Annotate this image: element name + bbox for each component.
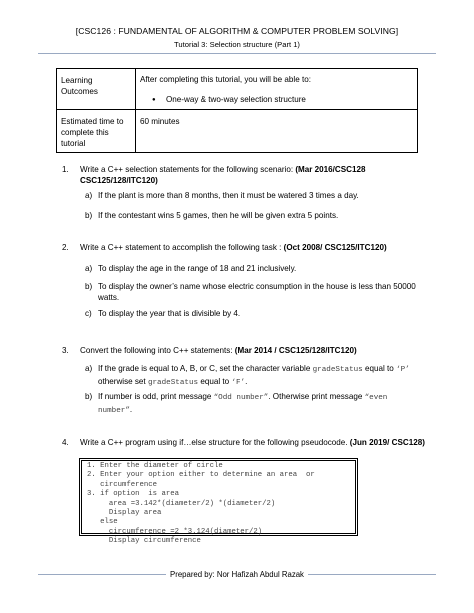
question-prompt: Write a C++ statement to accomplish the following task :: [80, 243, 284, 252]
part-text: If the contestant wins 5 games, then he will be given extra 5 points.: [98, 211, 339, 220]
part-text-segment: equal to: [362, 364, 397, 373]
question-number: 1.: [62, 165, 69, 174]
document-header-subtitle: Tutorial 3: Selection structure (Part 1): [174, 40, 300, 49]
part-label: c): [85, 309, 92, 318]
part-text: To display the year that is divisible by 4.: [98, 309, 241, 318]
part-text: [98, 363, 423, 389]
code-literal: “Odd number”: [213, 394, 269, 402]
question-reference: (Oct 2008/ CSC125/ITC120): [283, 243, 387, 252]
code-identifier: gradeStatus: [312, 366, 363, 374]
question-reference: (Jun 2019/ CSC128): [349, 438, 425, 447]
part-text-segment: otherwise set: [98, 377, 148, 386]
question-number: 3.: [62, 346, 69, 355]
question-prompt: Convert the following into C++ statements:: [80, 346, 235, 355]
table-row: [57, 110, 418, 153]
code-identifier: gradeStatus: [147, 379, 199, 387]
estimated-time-value: 60 minutes: [140, 117, 180, 126]
part-label: a): [85, 264, 93, 273]
part-text-segment: If the grade is equal to A, B, or C, set the character variable: [98, 364, 313, 373]
footer-author: Prepared by: Nor Hafizah Abdul Razak: [166, 570, 308, 579]
code-literal: ‘F’: [231, 379, 246, 387]
question-text: [80, 164, 428, 186]
part-text: To display the owner’s name whose electric consumption in the house is less than 50000 watts.: [98, 282, 416, 302]
document-footer: [0, 570, 474, 579]
part-text-segment: . Otherwise print message: [268, 392, 365, 401]
learning-outcomes-label: Learning Outcomes: [61, 76, 98, 96]
learning-outcome-item: One-way & two-way selection structure: [166, 95, 306, 104]
table-cell-value: [136, 69, 418, 110]
question-prompt: Write a C++ program using if…else structure for the following pseudocode.: [80, 438, 350, 447]
estimated-time-label: Estimated time to complete this tutorial: [61, 117, 124, 148]
document-header-title: [CSC126 : FUNDAMENTAL OF ALGORITHM & COMPUTER PROBLEM SOLVING]: [75, 26, 399, 36]
code-literal: “even number”: [98, 394, 388, 415]
bullet-icon: ●: [152, 97, 156, 103]
part-text-segment: If number is odd, print message: [98, 392, 214, 401]
question-text: [80, 242, 428, 253]
part-label: b): [85, 282, 93, 291]
question-number: 2.: [62, 243, 69, 252]
pseudocode-text: 1. Enter the diameter of circle 2. Enter your option either to determine an area or circumference 3. if option is area area =3.142*(diameter/2) *(diameter/2) Display area else circumference =2 *3.124(diameter/2) Display circumference: [81, 460, 356, 534]
part-label: b): [85, 211, 93, 220]
question-number: 4.: [62, 438, 69, 447]
table-row: [57, 69, 418, 110]
question-prompt: Write a C++ selection statements for the following scenario:: [80, 165, 296, 174]
part-text-segment: .: [245, 377, 248, 386]
part-text-segment: equal to: [198, 377, 232, 386]
learning-outcomes-table: [56, 68, 418, 153]
part-label: b): [85, 392, 93, 401]
list-item: [152, 95, 413, 105]
part-label: a): [85, 191, 93, 200]
part-text: [98, 391, 423, 417]
pseudocode-box: [79, 458, 358, 546]
code-literal: ‘P’: [396, 366, 410, 374]
table-cell-label: [57, 110, 136, 153]
part-text-segment: .: [129, 405, 133, 414]
question-reference: (Mar 2014 / CSC125/128/ITC120): [234, 346, 357, 355]
part-label: a): [85, 364, 93, 373]
header-divider: [38, 53, 436, 54]
question-reference: (Mar 2016/CSC128 CSC125/128/ITC120): [80, 165, 366, 185]
question-text: [80, 345, 428, 356]
part-text: To display the age in the range of 18 and 21 inclusively.: [98, 264, 297, 273]
table-cell-label: [57, 69, 136, 110]
learning-outcomes-intro: After completing this tutorial, you will be able to:: [140, 75, 311, 84]
table-cell-value: [136, 110, 418, 153]
part-text: If the plant is more than 8 months, then it must be watered 3 times a day.: [98, 191, 359, 200]
question-text: [80, 437, 428, 448]
